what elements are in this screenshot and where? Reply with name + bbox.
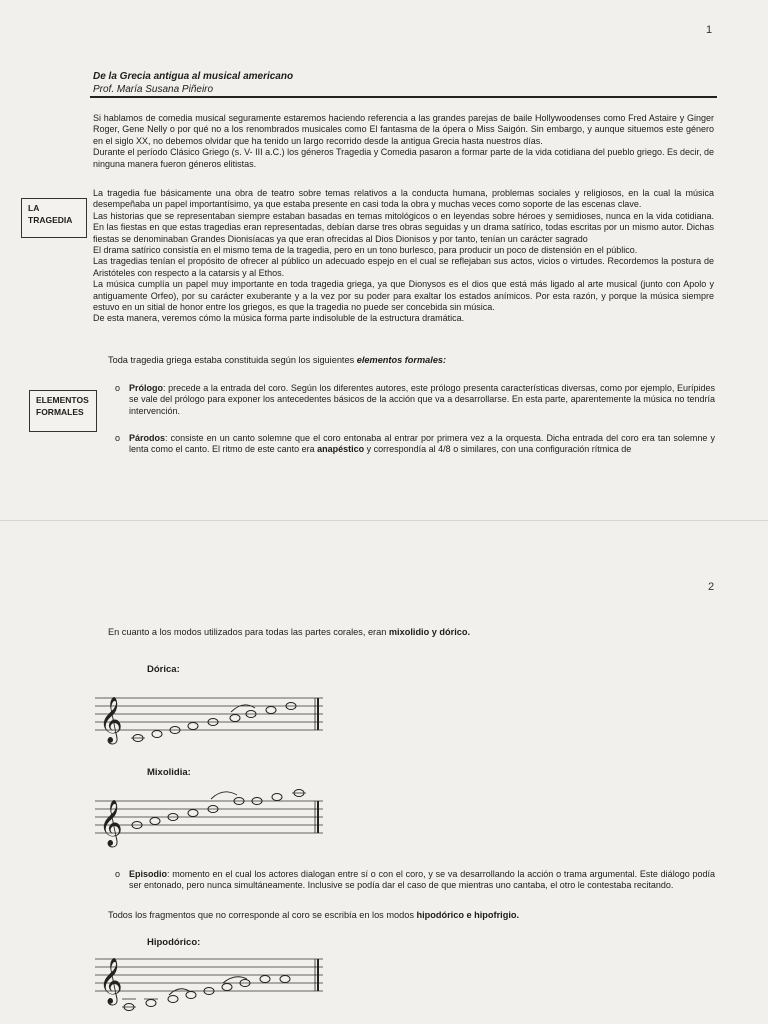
tragedia-text-6: De esta manera, veremos cómo la música forma parte indisoluble de la estructura dramática. <box>93 313 465 324</box>
note <box>188 810 198 817</box>
elementos-intro-text: Toda tragedia griega estaba constituida según los siguientes <box>108 355 357 365</box>
fragmentos-line <box>108 910 519 920</box>
document-author: Prof. María Susana Piñeiro <box>93 84 214 95</box>
note <box>152 731 162 738</box>
note <box>222 984 232 991</box>
dorica-staff <box>95 690 325 750</box>
elementos-intro <box>108 355 446 365</box>
note <box>280 976 290 983</box>
prologo-text: : precede a la entrada del coro. Según los diferentes autores, este prólogo presenta características diversas, como por ejemplo, Eurípides se vale del prólogo para exponer los antecedentes básicos de la acción que va a desarrollarse. En esta parte, aparentemente la música no tendría intervención. <box>129 383 715 416</box>
modos-bold: mixolidio y dórico. <box>388 627 471 637</box>
page-number: 1 <box>706 24 713 36</box>
parodos-text-a: : consiste en un canto solemne que el coro entonaba al entrar por primera vez a la orquesta. Dicha entrada del coro era tan solemne y lenta como el canto. El ritmo de este canto era <box>129 433 715 455</box>
page-number-2: 2 <box>708 581 715 593</box>
tragedia-text-5: La música cumplía un papel muy importante en toda tragedia griega, ya que Dionysos es el dios que está más ligado al arte musical (junto con Apolo y antiguamente Orfeo), por su carácter exuberante y a la vez por su poder para exaltar los estados anímicos. Por esta razón, y porque la música siempre estuvo en un sitial de honor entre los griegos, es que la tragedia no puede ser concebida sin música. <box>93 279 714 313</box>
mixolidia-staff <box>95 793 325 853</box>
fragmentos-text: Todos los fragmentos que no corresponde al coro se escribía en los modos <box>108 910 417 920</box>
treble-clef-icon: 𝄞 <box>99 958 123 1004</box>
tragedia-box-line1: LA <box>28 203 40 213</box>
tragedia-text-2: Las historias que se representaban siempre estaban basadas en temas mitológicos o en leyendas sobre héroes y semidioses, nunca en la vida cotidiana. En las fiestas en que estas tragedias eran representadas, debían darse tres obras seguidas y un drama satírico, todas escritas por un mismo autor. Dichas fiestas se denominaban Grandes Dionisíacas ya que eran ofrecidas al Dios Dionisos y por tanto, tenían un carácter sagrado <box>93 210 714 244</box>
title-rule <box>90 96 717 98</box>
prologo-item <box>115 383 715 417</box>
tragedia-text-3: El drama satírico consistía en el mismo tema de la tragedia, pero en un tono burlesco, para producir un poco de distensión en el público. <box>93 245 638 256</box>
prologo-term: Prólogo <box>129 383 163 393</box>
intro-paragraph <box>93 113 714 170</box>
episodio-item <box>115 869 715 892</box>
tragedia-box <box>21 198 87 238</box>
note <box>272 794 282 801</box>
modos-line <box>108 627 470 637</box>
parodos-term: Párodos <box>129 433 166 443</box>
tragedia-paragraph <box>93 188 714 325</box>
episodio-text: : momento en el cual los actores dialogan entre sí o con el coro, y se va desarrollando la acción o trama argumental. Este diálogo podía ser entonado, pero nunca simultáneamente. Inclusive se podía dar el caso de que mientras uno cantaba, el otro le contestaba recitando. <box>129 869 715 891</box>
fragmentos-bold: hipodórico e hipofrigio. <box>416 910 520 920</box>
slur <box>211 792 237 799</box>
tragedia-text-4: Las tragedias tenían el propósito de ofrecer al público un adecuado espejo en el cual se reflejaban sus actos, vicios o virtudes. Recordemos la postura de Aristóteles con respecto a la catarsis y al Ethos. <box>93 256 714 278</box>
episodio-term: Episodio <box>129 869 167 879</box>
parodos-item <box>115 433 715 456</box>
bullet-icon: o <box>115 433 121 443</box>
bullet-icon: o <box>115 383 121 393</box>
dorica-label: Dórica: <box>147 664 180 675</box>
page-divider <box>0 520 768 521</box>
parodos-bold: anapéstico <box>317 444 365 455</box>
tragedia-text-1: La tragedia fue básicamente una obra de teatro sobre temas relativos a la conducta humana, problemas sociales y religiosos, en la cual la música desempeñaba un papel importantísimo, ya que estaba presente en casi toda la obra y muchas veces como soporte de las escenas clave. <box>93 188 714 210</box>
note <box>146 1000 156 1007</box>
hipodorico-label: Hipodórico: <box>147 937 201 948</box>
parodos-text-b: y correspondía al 4/8 o similares, con una configuración rítmica de <box>364 444 632 455</box>
mixolidia-label: Mixolidia: <box>147 767 191 778</box>
hipodorico-staff <box>95 955 325 1020</box>
note <box>150 818 160 825</box>
treble-clef-icon: 𝄞 <box>99 697 123 743</box>
modos-text: En cuanto a los modos utilizados para todas las partes corales, eran <box>108 627 389 637</box>
intro-text-2: Durante el período Clásico Griego (s. V- III a.C.) los géneros Tragedia y Comedia pasaron a formar parte de la vida cotidiana del pueblo griego. Es decir, de ninguna manera fueron géneros elitistas. <box>93 147 714 169</box>
elementos-box <box>29 390 97 432</box>
elementos-intro-bold: elementos formales: <box>356 355 447 365</box>
treble-clef-icon: 𝄞 <box>99 800 123 846</box>
note <box>186 992 196 999</box>
note <box>230 715 240 722</box>
document-title: De la Grecia antigua al musical americano <box>93 71 294 82</box>
elementos-box-line2: FORMALES <box>36 407 84 417</box>
bullet-icon: o <box>115 869 121 879</box>
note <box>260 976 270 983</box>
note <box>168 996 178 1003</box>
tragedia-box-line2: TRAGEDIA <box>28 215 73 225</box>
note <box>188 723 198 730</box>
note <box>266 707 276 714</box>
elementos-box-line1: ELEMENTOS <box>36 395 89 405</box>
intro-text-1: Si hablamos de comedia musical seguramente estaremos haciendo referencia a las grandes parejas de baile Hollywoodenses como Fred Astaire y Ginger Roger, Gene Nelly o por qué no a los renombrados musicales como El fantasma de la ópera o Miss Saigón. Sin embargo, y aunque situemos este género en el siglo XX, no debemos olvidar que ha tenido un largo recorrido desde la antigua Grecia hasta nuestros días. <box>93 113 714 146</box>
